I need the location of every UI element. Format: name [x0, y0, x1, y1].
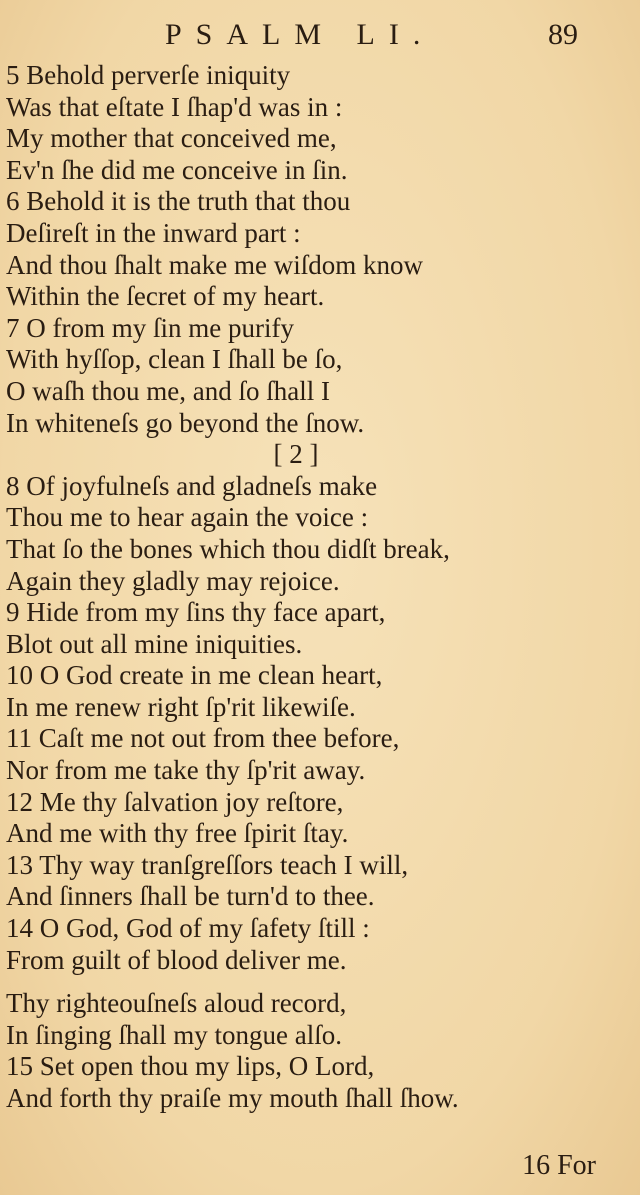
text-line: In me renew right ſp'rit likewiſe. — [6, 691, 356, 722]
text-line: And thou ſhalt make me wiſdom know — [6, 249, 423, 280]
text-line: Thy righteouſneſs aloud record, — [6, 988, 347, 1019]
text-line: 13 Thy way tranſgreſſors teach I will, — [6, 849, 409, 880]
text-line: Blot out all mine iniquities. — [6, 628, 303, 659]
text-line: 11 Caſt me not out from thee before, — [6, 723, 400, 754]
text-line: Nor from me take thy ſp'rit away. — [6, 755, 366, 786]
text-line: And ſinners ſhall be turn'd to thee. — [6, 881, 375, 912]
text-line: 5 Behold perverſe iniquity — [6, 60, 291, 90]
text-line: 10 O God create in me clean heart, — [6, 660, 383, 691]
text-line: In whiteneſs go beyond the ſnow. — [6, 407, 365, 438]
text-line: Thou me to hear again the voice : — [6, 502, 369, 533]
text-line: 8 Of joyfulneſs and gladneſs make — [6, 470, 378, 501]
page-number: 89 — [548, 18, 578, 51]
text-line: From guilt of blood deliver me. — [6, 944, 347, 975]
text-line: With hyſſop, clean I ſhall be ſo, — [6, 344, 343, 375]
page-header — [0, 18, 640, 58]
text-line: O waſh thou me, and ſo ſhall I — [6, 375, 330, 406]
text-line: 15 Set open thou my lips, O Lord, — [6, 1051, 375, 1082]
running-title: PSALM LI. — [165, 18, 435, 51]
text-line: Again they gladly may rejoice. — [6, 565, 340, 596]
text-line: And me with thy free ſpirit ſtay. — [6, 818, 349, 849]
text-line: And forth thy praiſe my mouth ſhall ſhow. — [6, 1083, 459, 1113]
text-line: 14 O God, God of my ſafety ſtill : — [6, 913, 370, 944]
text-line: Deſireſt in the inward part : — [6, 217, 301, 248]
catchword: 16 For — [522, 1150, 596, 1181]
psalm-text — [6, 60, 626, 1115]
text-line: 6 Behold it is the truth that thou — [6, 186, 351, 217]
text-line: In ſinging ſhall my tongue alſo. — [6, 1019, 342, 1050]
text-line: 7 O from my ſin me purify — [6, 312, 294, 343]
text-line: Within the ſecret of my heart. — [6, 281, 325, 312]
text-line: 12 Me thy ſalvation joy reſtore, — [6, 786, 344, 817]
signature-mark: [ 2 ] — [273, 439, 319, 470]
text-line: 9 Hide from my ſins thy face apart, — [6, 597, 386, 628]
text-line: That ſo the bones which thou didſt break, — [6, 533, 450, 564]
text-line: Was that eſtate I ſhap'd was in : — [6, 91, 343, 122]
stanza-gap — [6, 976, 626, 988]
text-line: Ev'n ſhe did me conceive in ſin. — [6, 154, 348, 185]
text-line: My mother that conceived me, — [6, 123, 337, 154]
